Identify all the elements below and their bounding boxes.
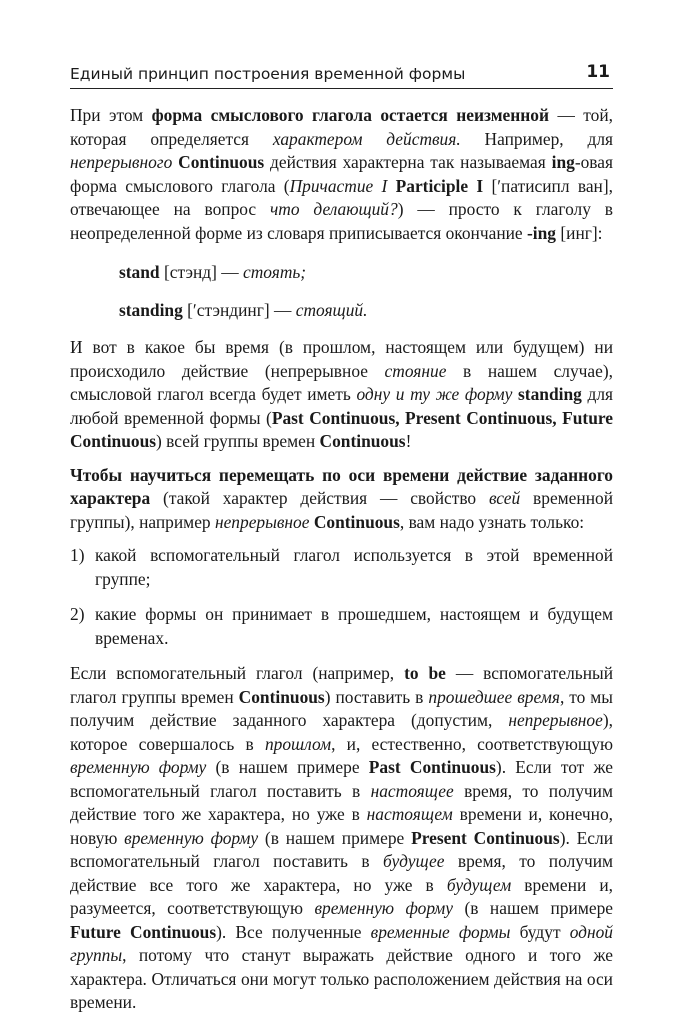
paragraph-4: Если вспомогательный глагол (например, to be — вспомогательный глагол группы времен Continuous) поставить в прошедшее время, то мы получим действие заданного характера (допустим, непрерывное), которое совершалось в прошлом, и, естественно, соответствующую временную форму (в нашем примере Past Continuous). Если тот же вспомогательный глагол поставить в настоящее время, то получим действие того же характера, но уже в настоящем времени и, конечно, новую временную форму (в нашем примере Present Continuous). Если вспомогательный глагол поставить в будущее время, то получим действие все того же характера, но уже в будущем времени и, разумеется, соответствующую временную форму (в нашем примере Future Continuous). Все полученные временные формы будут одной группы, потому что станут выражать действие одного и того же характера. Отличаться они могут только расположением действия на оси времени.	[70, 663, 614, 1012]
example-stand: stand [стэнд] — стоять;	[119, 262, 307, 282]
paragraph-2: И вот в какое бы время (в прошлом, настоящем или будущем) ни происходило действие (непрерывное стояние в нашем случае), смысловой глагол всегда будет иметь одну и ту же форму standing для любой временной формы (Past Continuous, Present Continuous, Future Continuous) всей группы времен Continuous!	[70, 337, 613, 451]
list-item: 1) какой вспомогательный глагол используется в этой временной группе;	[70, 545, 613, 589]
body-text	[70, 104, 613, 1025]
example-standing: standing [ʹстэндинг] — стоящий.	[119, 299, 368, 320]
running-header-title: Единый принцип построения временной формы	[70, 65, 466, 83]
paragraph-3: Чтобы научиться перемещать по оси времени действие заданного характера (такой характер действия — свойство всей временной группы), например непрерывное Continuous, вам надо узнать только:	[70, 464, 614, 532]
page-number: 11	[586, 62, 610, 82]
numbered-list	[70, 544, 613, 650]
running-header	[70, 62, 613, 89]
list-item: 2) какие формы он принимает в прошедшем, настоящем и будущем временах.	[70, 604, 613, 648]
paragraph-1: При этом форма смыслового глагола остается неизменной — той, которая определяется характером действия. Например, для непрерывного Continuous действия характерна так называемая ing-овая форма смыслового глагола (Причастие I Participle I [ʹпатисипл ван], отвечающее на вопрос что делающий?) — просто к глаголу в неопределенной форме из словаря приписывается окончание -ing [инг]:	[70, 105, 614, 243]
